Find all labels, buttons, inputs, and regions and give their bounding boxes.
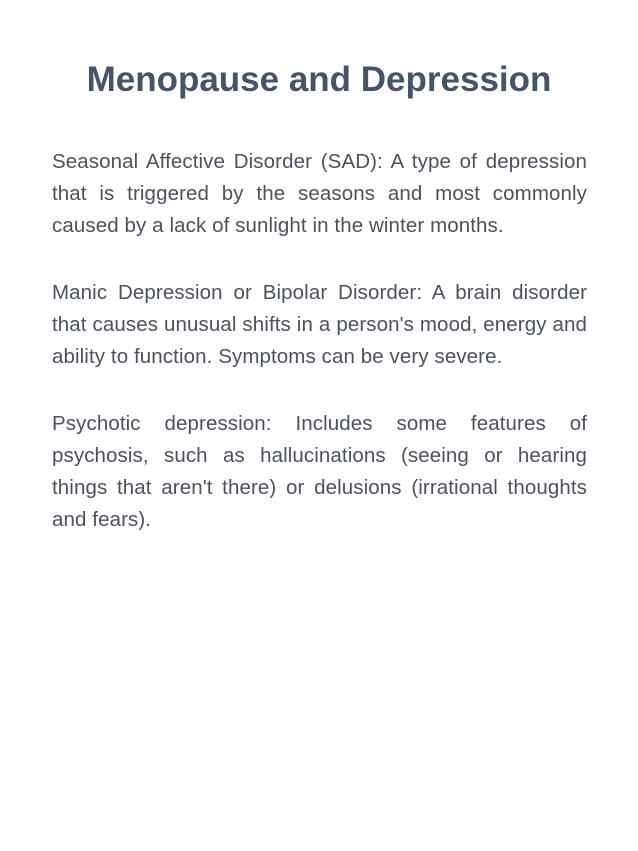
slide-title: Menopause and Depression xyxy=(86,60,552,99)
slide-body xyxy=(52,146,587,571)
paragraph-sad: Seasonal Affective Disorder (SAD): A type of depression that is triggered by the seasons and most commonly caused by a lack of sunlight in the winter months. xyxy=(52,150,587,237)
paragraph-psychotic: Psychotic depression: Includes some features of psychosis, such as hallucinations (seeing or hearing things that aren't there) or delusions (irrational thoughts and fears). xyxy=(52,412,587,531)
paragraph-bipolar: Manic Depression or Bipolar Disorder: A brain disorder that causes unusual shifts in a person's mood, energy and ability to function. Symptoms can be very severe. xyxy=(52,281,587,368)
